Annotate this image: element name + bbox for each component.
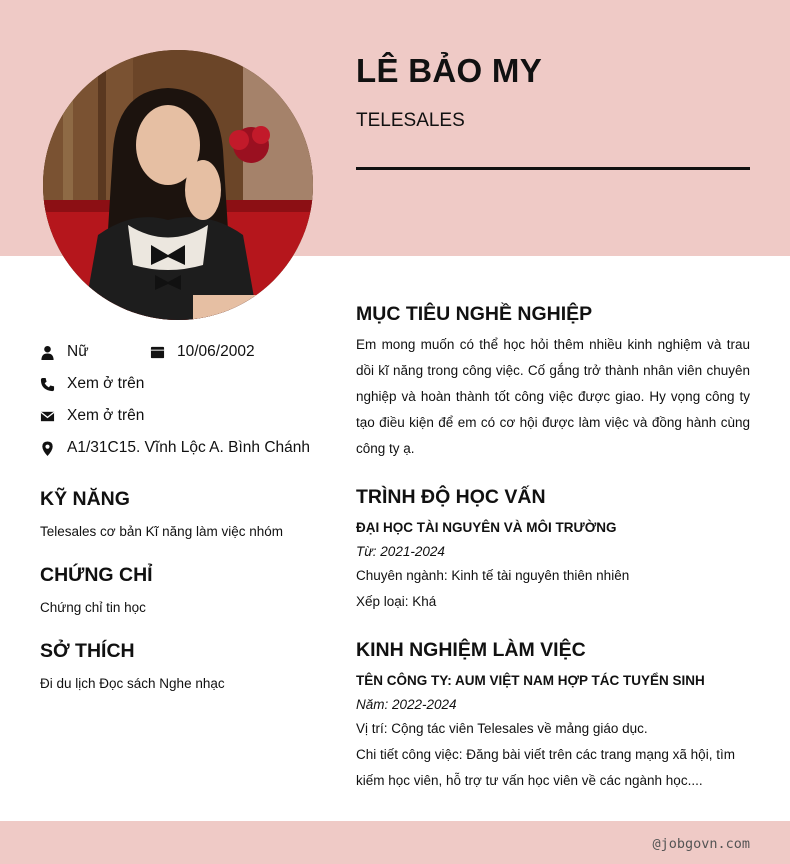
- education-major: Chuyên ngành: Kinh tế tài nguyên thiên nhiên: [356, 568, 630, 583]
- birthdate-value: 10/06/2002: [177, 343, 255, 360]
- title-divider: [356, 167, 750, 170]
- phone-icon: [40, 377, 55, 392]
- experience-period: Năm: 2022-2024: [356, 697, 457, 712]
- candidate-name: LÊ BẢO MY: [356, 52, 543, 89]
- job-title: TELESALES: [356, 110, 465, 131]
- education-period: Từ: 2021-2024: [356, 544, 445, 559]
- experience-details: Chi tiết công việc: Đăng bài viết trên các trang mạng xã hội, tìm kiếm học viên, hỗ trợ tư vấn học viên về các ngành học....: [356, 747, 735, 788]
- skills-text: Telesales cơ bản Kĩ năng làm việc nhóm: [40, 524, 283, 539]
- email-value: Xem ở trên: [67, 407, 145, 424]
- gender-row: [40, 343, 89, 361]
- calendar-icon: [150, 345, 165, 360]
- location-pin-icon: [40, 441, 55, 456]
- hobbies-text: Đi du lịch Đọc sách Nghe nhạc: [40, 676, 225, 691]
- education-heading: TRÌNH ĐỘ HỌC VẤN: [356, 486, 546, 508]
- experience-heading: KINH NGHIỆM LÀM VIỆC: [356, 639, 586, 661]
- objective-text: Em mong muốn có thể học hỏi thêm nhiều kinh nghiệm và trau dồi kĩ năng trong công việc. Cố gắng trở thành nhân viên chuyên nghiệp và hoàn thành tốt công việc được giao. Hy vọng công ty tạo điều kiện để em có cơ hội được làm việc và đồng hành cùng công ty ạ.: [356, 337, 750, 456]
- envelope-icon: [40, 409, 55, 424]
- phone-row: [40, 375, 144, 393]
- phone-value: Xem ở trên: [67, 375, 145, 392]
- company-name: TÊN CÔNG TY: AUM VIỆT NAM HỢP TÁC TUYỂN SINH: [356, 673, 705, 688]
- profile-photo: [43, 50, 313, 320]
- certificates-text: Chứng chỉ tin học: [40, 600, 146, 615]
- objective-heading: MỤC TIÊU NGHỀ NGHIỆP: [356, 303, 593, 325]
- certificates-heading: CHỨNG CHỈ: [40, 564, 153, 586]
- experience-position: Vị trí: Cộng tác viên Telesales về mảng giáo dục.: [356, 721, 648, 736]
- address-value: A1/31C15. Vĩnh Lộc A. Bình Chánh: [67, 439, 311, 456]
- email-row: [40, 407, 144, 425]
- education-grade: Xếp loại: Khá: [356, 594, 437, 609]
- birthdate-row: [150, 343, 255, 361]
- gender-value: Nữ: [67, 343, 89, 360]
- address-row: [40, 439, 310, 457]
- person-icon: [40, 345, 55, 360]
- school-name: ĐẠI HỌC TÀI NGUYÊN VÀ MÔI TRƯỜNG: [356, 520, 617, 535]
- hobbies-heading: SỞ THÍCH: [40, 640, 135, 662]
- footer-watermark: @jobgovn.com: [652, 836, 750, 852]
- skills-heading: KỸ NĂNG: [40, 488, 130, 510]
